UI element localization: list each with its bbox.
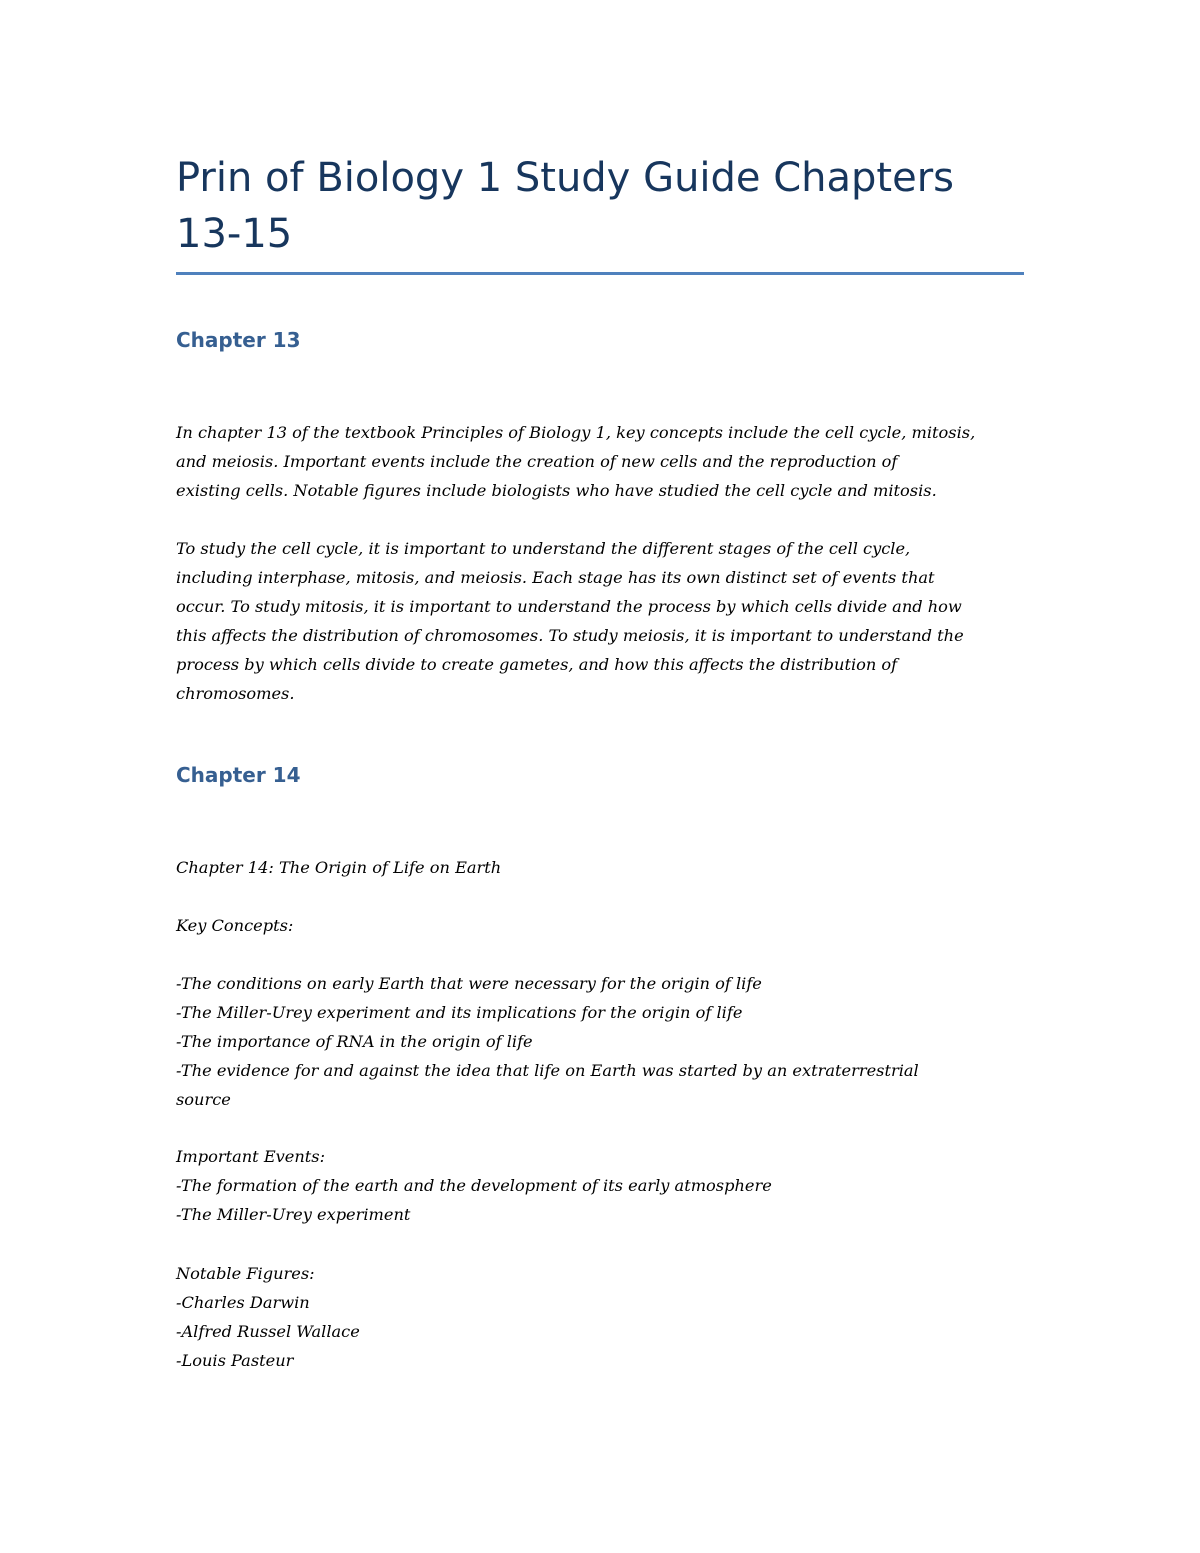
notable-figures-section [176,1259,1036,1375]
list-item: -Louis Pasteur [176,1351,294,1370]
list-item: -The conditions on early Earth that were necessary for the origin of life [176,974,762,993]
list-item: source [176,1090,231,1109]
paragraph-line: occur. To study mitosis, it is important to understand the process by which cells divide and how [176,597,962,616]
list-item: -The Miller-Urey experiment [176,1205,411,1224]
paragraph-line: and meiosis. Important events include the creation of new cells and the reproduction of [176,452,898,471]
key-concepts-label-text: Key Concepts: [176,916,294,935]
chapter-13-paragraph-2 [176,534,1036,708]
document-title-line: Prin of Biology 1 Study Guide Chapters [176,155,955,201]
title-underline-rule [176,272,1024,275]
important-events-label: Important Events: [176,1147,326,1166]
chapter-14-heading: Chapter 14 [176,763,301,787]
paragraph-line: In chapter 13 of the textbook Principles of Biology 1, key concepts include the cell cycle, mitosis, [176,423,976,442]
list-item: -The Miller-Urey experiment and its implications for the origin of life [176,1003,743,1022]
key-concepts-label [176,911,1036,940]
document-title [176,150,1036,262]
chapter-13-heading: Chapter 13 [176,328,301,352]
important-events-section [176,1142,1036,1229]
paragraph-line: To study the cell cycle, it is important to understand the different stages of the cell cycle, [176,539,911,558]
chapter-13-paragraph-1 [176,418,1036,505]
list-item: -The importance of RNA in the origin of life [176,1032,533,1051]
document-title-line: 13-15 [176,211,293,257]
list-item: -The formation of the earth and the development of its early atmosphere [176,1176,772,1195]
paragraph-line: chromosomes. [176,684,295,703]
key-concepts-list [176,969,1036,1114]
list-item: -The evidence for and against the idea that life on Earth was started by an extraterrestrial [176,1061,919,1080]
notable-figures-label: Notable Figures: [176,1264,315,1283]
paragraph-line: existing cells. Notable figures include biologists who have studied the cell cycle and mitosis. [176,481,937,500]
paragraph-line: including interphase, mitosis, and meiosis. Each stage has its own distinct set of events that [176,568,935,587]
list-item: -Charles Darwin [176,1293,310,1312]
paragraph-line: process by which cells divide to create gametes, and how this affects the distribution of [176,655,898,674]
list-item: -Alfred Russel Wallace [176,1322,360,1341]
chapter-14-subtitle [176,853,1036,882]
paragraph-line: this affects the distribution of chromosomes. To study meiosis, it is important to understand the [176,626,964,645]
chapter-14-subtitle-text: Chapter 14: The Origin of Life on Earth [176,858,502,877]
